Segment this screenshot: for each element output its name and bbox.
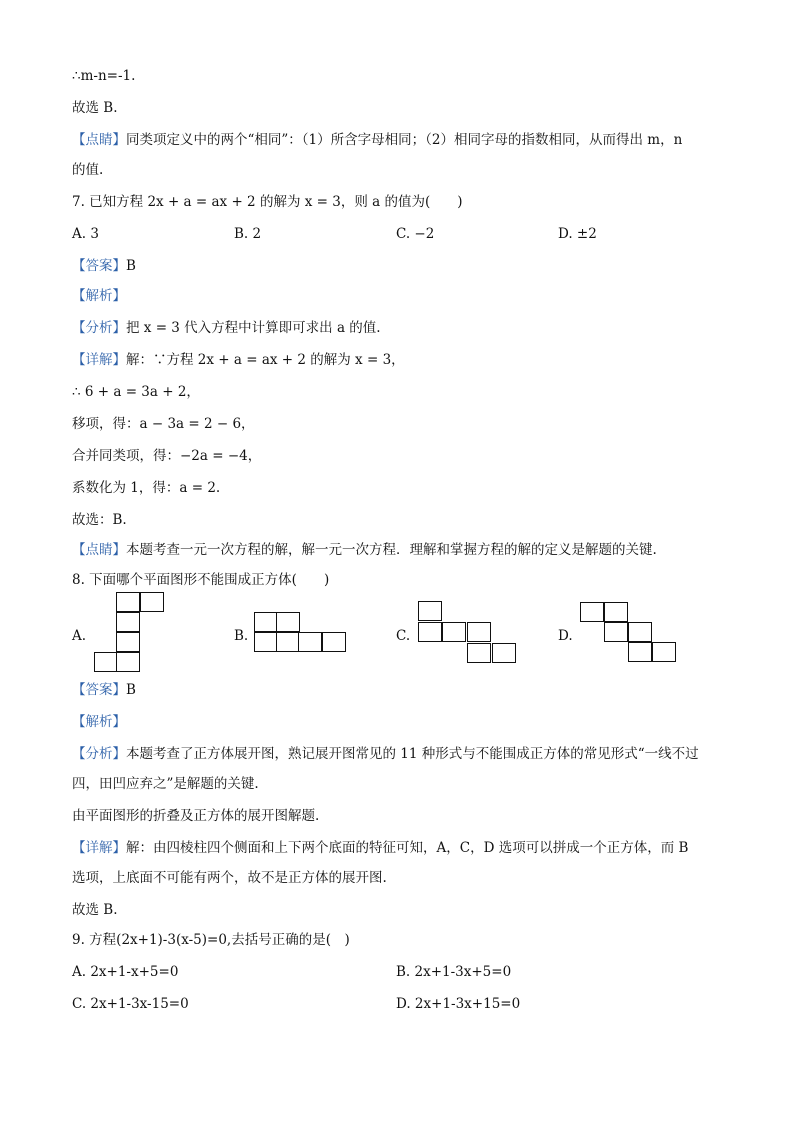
question-9: 9. 方程(2x+1)-3(x-5)=0,去括号正确的是( ): [72, 932, 350, 948]
daan-tag: 【答案】: [72, 258, 126, 274]
comment-line: [72, 130, 682, 150]
q7-option-b: B. 2: [234, 226, 262, 242]
text-line: ∴ 6 + a = 3a + 2，: [72, 384, 200, 400]
q9-option-a: A. 2x+1-x+5=0: [72, 964, 179, 980]
analysis-heading: [72, 286, 126, 306]
xiangjie-text: 解：∵方程 2x + a = ax + 2 的解为 x = 3，: [126, 352, 405, 368]
daan-tag: 【答案】: [72, 682, 126, 698]
fenxi-line: [72, 744, 699, 764]
xiangjie-tag: 【详解】: [72, 840, 126, 856]
q8-label-c: C.: [396, 628, 411, 644]
q9-option-b: B. 2x+1-3x+5=0: [396, 964, 512, 980]
cube-net-d: [580, 602, 678, 664]
text-line: ∴m-n=-1.: [72, 68, 136, 84]
q7-option-d: D. ±2: [558, 226, 597, 242]
question-7: 7. 已知方程 2x + a = ax + 2 的解为 x = 3，则 a 的值为( ): [72, 194, 463, 210]
fenxi-tag: 【分析】: [72, 746, 126, 762]
comment-line: [72, 540, 657, 560]
answer-text: B: [126, 258, 136, 274]
cube-net-c: [418, 601, 518, 665]
cube-net-b: [254, 612, 350, 652]
q8-label-d: D.: [558, 628, 573, 644]
fenxi-text: 把 x = 3 代入方程中计算即可求出 a 的值.: [126, 320, 381, 336]
text-line: 故选：B.: [72, 512, 127, 528]
answer-text: B: [126, 682, 136, 698]
q9-option-d: D. 2x+1-3x+15=0: [396, 996, 521, 1012]
text-line: 合并同类项，得：−2a = −4，: [72, 448, 262, 464]
q9-option-c: C. 2x+1-3x-15=0: [72, 996, 189, 1012]
text-line: 故选 B.: [72, 100, 118, 116]
xiangjie-line: [72, 838, 688, 858]
text-line: 故选 B.: [72, 902, 118, 918]
text-line: 由平面图形的折叠及正方体的展开图解题.: [72, 808, 320, 824]
text-line: 系数化为 1，得：a = 2.: [72, 480, 221, 496]
fenxi-text: 本题考查了正方体展开图，熟记展开图常见的 11 种形式与不能围成正方体的常见形式“一线不过: [126, 746, 699, 762]
fenxi-line: [72, 318, 381, 338]
q7-option-c: C. −2: [396, 226, 435, 242]
comment-text: 本题考查一元一次方程的解，解一元一次方程．理解和掌握方程的解的定义是解题的关键.: [126, 542, 657, 558]
text-line: 选项，上底面不可能有两个，故不是正方体的展开图.: [72, 870, 387, 886]
xiangjie-tag: 【详解】: [72, 352, 126, 368]
dianjing-tag: 【点睛】: [72, 132, 126, 148]
text-line: 四，田凹应弃之”是解题的关键.: [72, 776, 259, 792]
dianjing-tag: 【点睛】: [72, 542, 126, 558]
xiangjie-text: 解：由四棱柱四个侧面和上下两个底面的特征可知，A，C，D 选项可以拼成一个正方体，而 B: [126, 840, 689, 856]
analysis-heading: [72, 712, 126, 732]
xiangjie-line: [72, 350, 405, 370]
comment-text: 同类项定义中的两个“相同”：（1）所含字母相同；（2）相同字母的指数相同，从而得出 m，n: [126, 132, 683, 148]
question-8: 8. 下面哪个平面图形不能围成正方体( ): [72, 572, 330, 588]
text-line: 的值.: [72, 162, 104, 178]
answer-line: [72, 680, 136, 700]
text-line: 移项，得：a − 3a = 2 − 6，: [72, 416, 255, 432]
cube-net-a: [94, 592, 166, 672]
q8-label-a: A.: [72, 628, 87, 644]
jiexi-tag: 【解析】: [72, 288, 126, 304]
fenxi-tag: 【分析】: [72, 320, 126, 336]
q7-option-a: A. 3: [72, 226, 99, 242]
answer-line: [72, 256, 136, 276]
jiexi-tag: 【解析】: [72, 714, 126, 730]
q8-label-b: B.: [234, 628, 249, 644]
